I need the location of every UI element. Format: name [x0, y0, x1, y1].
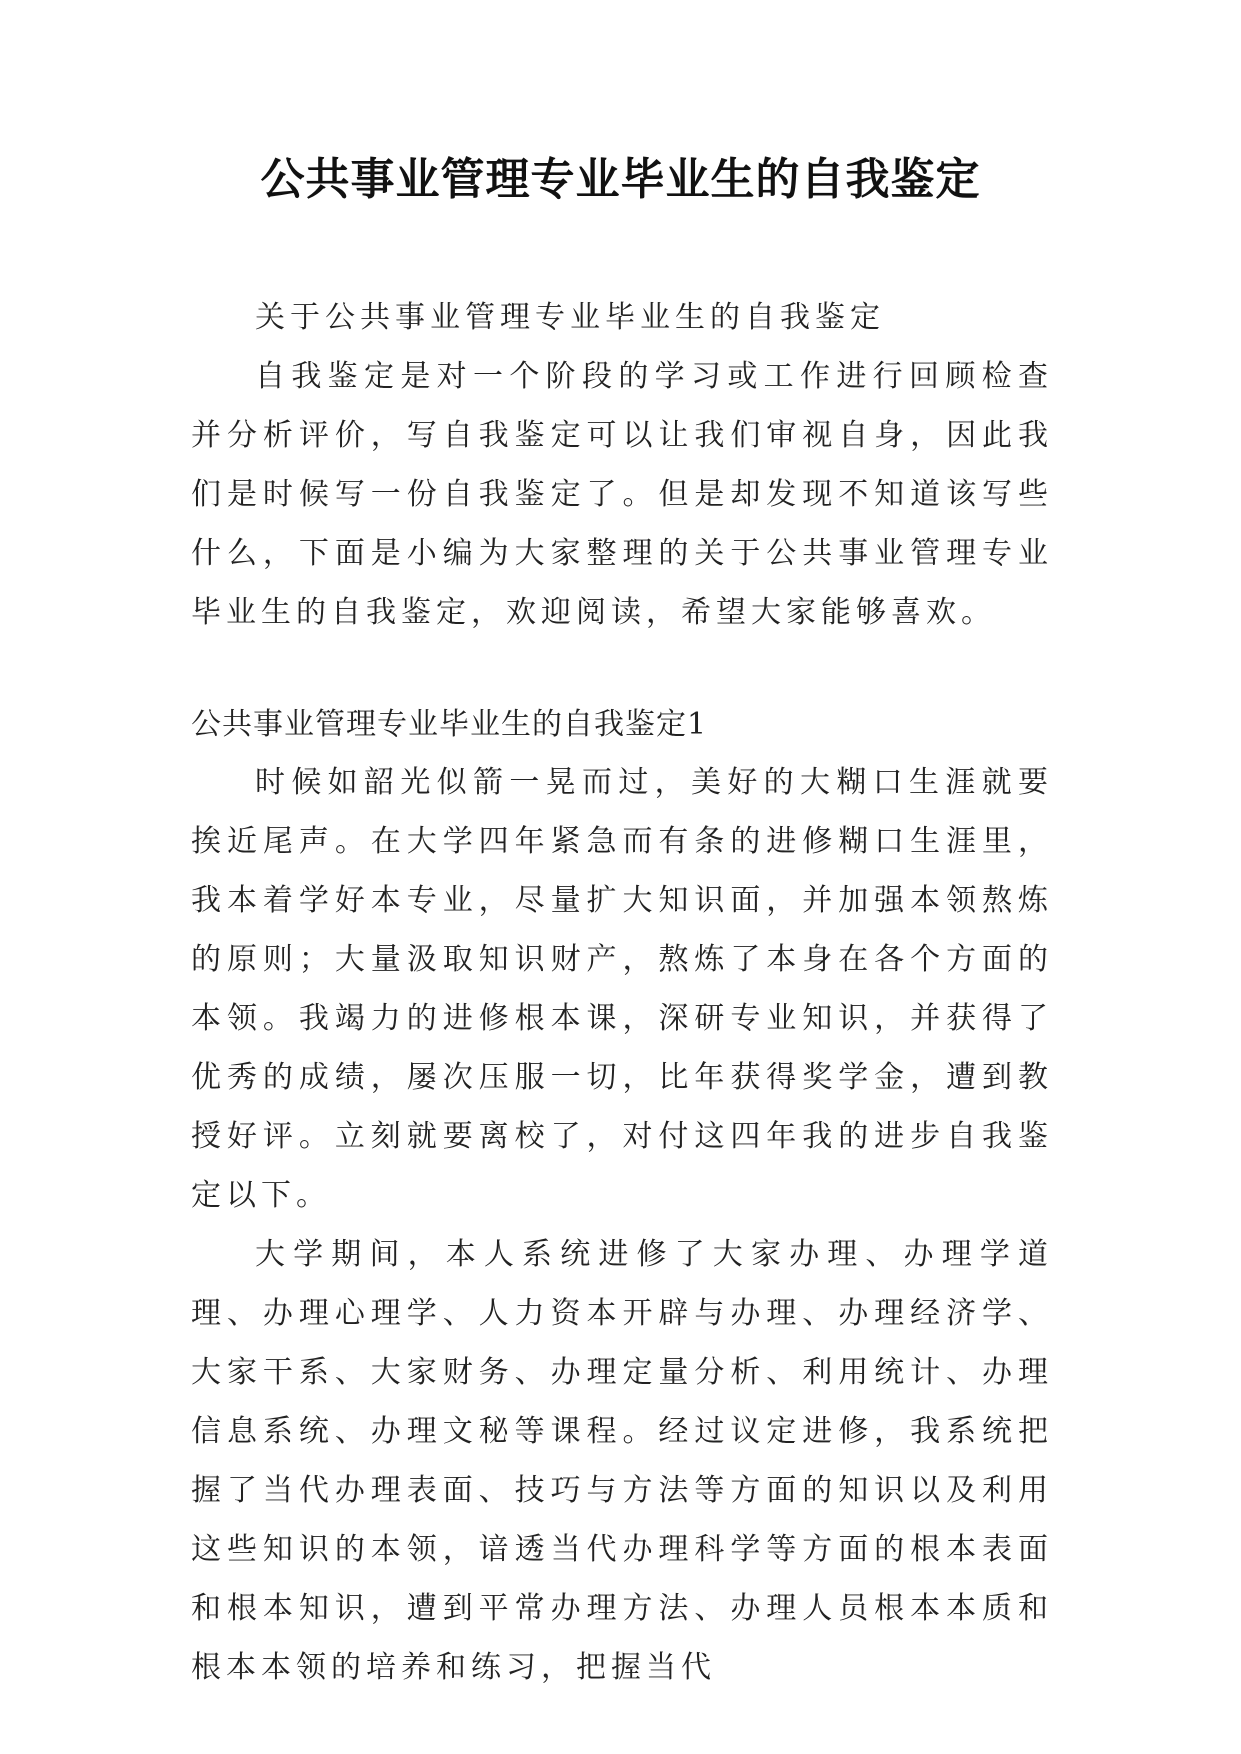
intro-paragraph-text: 自我鉴定是对一个阶段的学习或工作进行回顾检查并分析评价，写自我鉴定可以让我们审视自身，因此我们是时候写一份自我鉴定了。但是却发现不知道该写些什么，下面是小编为大家整理的关于公共事业管理专业毕业生的自我鉴定，欢迎阅读，希望大家能够喜欢。: [191, 359, 1053, 630]
section-heading-text: 公共事业管理专业毕业生的自我鉴定1: [191, 707, 708, 742]
intro-title-text: 关于公共事业管理专业毕业生的自我鉴定: [255, 300, 885, 335]
section-paragraph-1: 时候如韶光似箭一晃而过，美好的大糊口生涯就要挨近尾声。在大学四年紧急而有条的进修糊口生涯里，我本着学好本专业，尽量扩大知识面，并加强本领熬炼的原则；大量汲取知识财产，熬炼了本身在各个方面的本领。我竭力的进修根本课，深研专业知识，并获得了优秀的成绩，屡次压服一切，比年获得奖学金，遭到教授好评。立刻就要离校了，对付这四年我的进步自我鉴定以下。: [191, 765, 1053, 1213]
intro-title: [191, 288, 1053, 347]
section-paragraph-2: 大学期间，本人系统进修了大家办理、办理学道理、办理心理学、人力资本开辟与办理、办理经济学、大家干系、大家财务、办理定量分析、利用统计、办理信息系统、办理文秘等课程。经过议定进修，我系统把握了当代办理表面、技巧与方法等方面的知识以及利用这些知识的本领，谙透当代办理科学等方面的根本表面和根本知识，遭到平常办理方法、办理人员根本本质和根本本领的培养和练习，把握当代: [191, 1237, 1053, 1685]
section-body: [191, 753, 1053, 1697]
section-heading: [191, 695, 1053, 754]
document-title: 公共事业管理专业毕业生的自我鉴定: [260, 154, 981, 205]
intro-paragraph: [191, 347, 1053, 642]
